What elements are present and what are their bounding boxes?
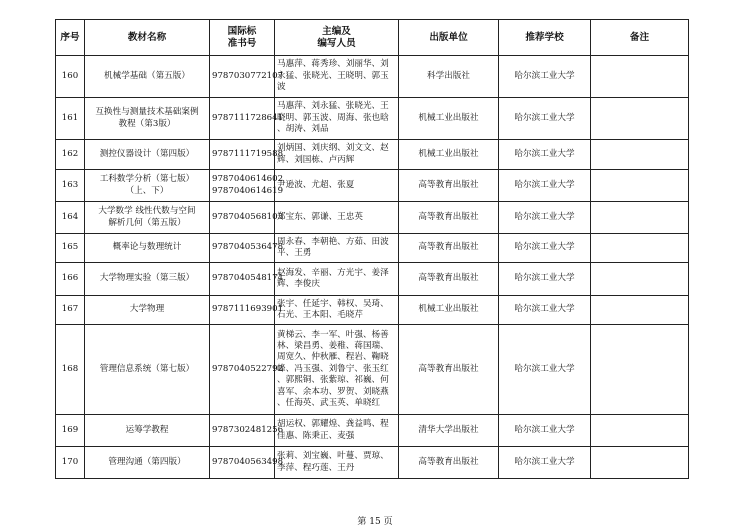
cell-school: 哈尔滨工业大学 <box>499 296 591 325</box>
table-row <box>56 140 689 170</box>
cell-isbn-line: 9787030772107 <box>212 70 284 81</box>
cell-title-line: 管理沟通（第四版） <box>108 456 186 467</box>
cell-editors-line: 黄梯云、李一军、叶强、杨善 <box>277 329 389 340</box>
cell-editors <box>275 447 399 479</box>
cell-title <box>85 56 210 98</box>
cell-editors-line: 周宽久、仲秋雁、程岩、鞠晓 <box>277 352 389 363</box>
cell-title <box>85 447 210 479</box>
cell-editors-line: 胡运权、郭耀煌、龚益鸣、程 <box>277 419 389 430</box>
cell-editors <box>275 56 399 98</box>
cell-seq: 165 <box>56 234 85 263</box>
cell-editors-line: 林、梁昌勇、姜稚、蒋国瑞、 <box>277 340 389 351</box>
cell-isbn <box>210 415 284 447</box>
cell-title-line: 测控仪器设计（第四版） <box>99 148 195 159</box>
cell-isbn <box>210 140 284 170</box>
cell-title-line: 大学物理实验（第三版） <box>99 273 195 284</box>
header-isbn-line: 国际标 <box>227 26 257 38</box>
cell-editors <box>275 202 399 234</box>
cell-seq: 161 <box>56 98 85 140</box>
cell-editors <box>275 325 399 415</box>
cell-editors-line: 尹逊波、尤超、张夏 <box>277 179 355 190</box>
cell-isbn-line: 9787111693901 <box>212 304 284 315</box>
cell-editors <box>275 170 399 202</box>
cell-title-line: 管理信息系统（第七版） <box>99 363 195 374</box>
cell-title-line: （上、下） <box>125 185 169 196</box>
cell-title <box>85 98 210 140</box>
cell-publisher: 清华大学出版社 <box>399 415 499 447</box>
cell-school: 哈尔滨工业大学 <box>499 263 591 296</box>
cell-isbn-line: 9787040522792 <box>212 363 284 374</box>
cell-isbn-line: 9787111719588 <box>212 148 284 159</box>
cell-editors-line: 永猛、张晓光、王晓明、郭玉 <box>277 70 389 81</box>
header-publisher: 出版单位 <box>399 20 499 56</box>
cell-title <box>85 296 210 325</box>
cell-title-line: 工科数学分析（第七版） <box>99 174 195 185</box>
cell-editors <box>275 263 399 296</box>
page-number: 第 15 页 <box>357 517 393 527</box>
cell-publisher: 高等教育出版社 <box>399 325 499 415</box>
cell-isbn <box>210 296 284 325</box>
table-row <box>56 325 689 415</box>
header-title: 教材名称 <box>85 20 210 56</box>
cell-title-line: 大学数学 线性代数与空间 <box>98 206 196 217</box>
cell-note <box>591 234 689 263</box>
cell-note <box>591 56 689 98</box>
table-row <box>56 447 689 479</box>
table-body <box>56 56 689 479</box>
cell-title <box>85 234 210 263</box>
cell-seq: 166 <box>56 263 85 296</box>
cell-title <box>85 263 210 296</box>
cell-editors-line: 、任海英、武玉英、单晓红 <box>277 398 381 409</box>
cell-seq: 169 <box>56 415 85 447</box>
cell-publisher: 高等教育出版社 <box>399 263 499 296</box>
cell-isbn <box>210 202 284 234</box>
table-row <box>56 296 689 325</box>
cell-isbn <box>210 447 284 479</box>
header-isbn <box>210 20 275 56</box>
cell-editors-line: 石光、王本阳、毛晓芹 <box>277 310 363 320</box>
cell-publisher: 高等教育出版社 <box>399 234 499 263</box>
table-row <box>56 415 689 447</box>
cell-school: 哈尔滨工业大学 <box>499 170 591 202</box>
cell-title <box>85 325 210 415</box>
cell-isbn <box>210 170 284 202</box>
cell-note <box>591 263 689 296</box>
cell-seq: 167 <box>56 296 85 325</box>
cell-title-line: 解析几何（第五版） <box>108 217 186 228</box>
cell-isbn-line: 9787040536478 <box>212 242 284 253</box>
cell-isbn-line: 9787040563498 <box>212 456 284 467</box>
cell-title-line: 教程（第3版） <box>118 118 176 129</box>
cell-school: 哈尔滨工业大学 <box>499 98 591 140</box>
cell-editors-line: 喜军、余本功、罗贺、刘晓燕 <box>277 386 389 397</box>
cell-title-line: 互换性与测量技术基础案例 <box>95 107 199 118</box>
cell-editors-line: 马惠萍、刘永猛、张晓光、王 <box>277 101 389 112</box>
header-isbn-line: 准书号 <box>227 37 257 49</box>
cell-isbn-line: 9787040614619 <box>212 185 284 196</box>
cell-editors-line: 马惠萍、蒋秀珍、刘丽华、刘 <box>277 59 389 70</box>
cell-school: 哈尔滨工业大学 <box>499 56 591 98</box>
cell-isbn-line: 9787040548174 <box>212 273 284 284</box>
cell-editors-line: 周永春、李朝艳、方茹、田波 <box>277 236 389 247</box>
cell-editors-line: 李萍、程巧莲、王丹 <box>277 462 355 473</box>
cell-editors <box>275 140 399 170</box>
cell-publisher: 高等教育出版社 <box>399 170 499 202</box>
cell-school: 哈尔滨工业大学 <box>499 234 591 263</box>
cell-publisher: 机械工业出版社 <box>399 140 499 170</box>
cell-note <box>591 296 689 325</box>
cell-editors <box>275 234 399 263</box>
cell-seq: 164 <box>56 202 85 234</box>
cell-seq: 162 <box>56 140 85 170</box>
cell-isbn <box>210 263 284 296</box>
cell-editors-line: 晓明、郭玉波、周海、张也晗 <box>277 112 389 123</box>
cell-seq: 163 <box>56 170 85 202</box>
cell-isbn <box>210 98 284 140</box>
cell-note <box>591 170 689 202</box>
cell-editors-line: 郑宝东、郭谦、王忠英 <box>277 211 363 222</box>
cell-editors-line: 赵海发、辛丽、方光宇、姜泽 <box>277 267 389 278</box>
header-note: 备注 <box>591 20 689 56</box>
header-editors-line: 编写人员 <box>317 37 356 49</box>
cell-seq: 160 <box>56 56 85 98</box>
cell-seq: 170 <box>56 447 85 479</box>
header-editors <box>275 20 399 56</box>
cell-note <box>591 447 689 479</box>
table-row <box>56 263 689 296</box>
cell-note <box>591 140 689 170</box>
cell-isbn-line: 9787040568103 <box>212 211 284 222</box>
textbook-table <box>55 19 689 479</box>
cell-editors-line: 峰、冯玉强、刘鲁宁、张玉红 <box>277 363 389 374</box>
cell-title <box>85 415 210 447</box>
header-row <box>56 20 689 56</box>
cell-seq: 168 <box>56 325 85 415</box>
cell-editors-line: 张莉、刘宝巍、叶蔓、贾琼、 <box>277 451 389 462</box>
table-row <box>56 234 689 263</box>
cell-editors-line: 辉、刘国栋、卢丙辉 <box>277 154 355 165</box>
cell-publisher: 高等教育出版社 <box>399 447 499 479</box>
cell-editors-line: 刘炳国、刘庆纲、刘文文、赵 <box>277 143 389 154</box>
cell-isbn <box>210 234 284 263</box>
cell-title <box>85 202 210 234</box>
table-row <box>56 202 689 234</box>
header-school: 推荐学校 <box>499 20 591 56</box>
cell-editors <box>275 98 399 140</box>
cell-school: 哈尔滨工业大学 <box>499 415 591 447</box>
cell-isbn <box>210 56 284 98</box>
header-editors-line: 主编及 <box>322 26 351 38</box>
cell-note <box>591 202 689 234</box>
cell-title-line: 运筹学教程 <box>125 424 169 435</box>
cell-title <box>85 140 210 170</box>
table-row <box>56 56 689 98</box>
cell-note <box>591 415 689 447</box>
cell-school: 哈尔滨工业大学 <box>499 325 591 415</box>
table-row <box>56 98 689 140</box>
cell-editors-line: 、郭熙铜、张紫琼、祁巍、何 <box>277 375 389 386</box>
cell-isbn-line: 9787302481256 <box>212 424 284 435</box>
cell-title-line: 机械学基础（第五版） <box>104 70 190 81</box>
cell-isbn <box>210 325 284 415</box>
cell-title-line: 概率论与数理统计 <box>112 242 182 253</box>
cell-editors <box>275 296 399 325</box>
cell-title-line: 大学物理 <box>129 304 165 315</box>
cell-school: 哈尔滨工业大学 <box>499 447 591 479</box>
cell-editors-line: 平、王勇 <box>277 248 312 258</box>
cell-note <box>591 325 689 415</box>
cell-editors-line: 佳惠、陈秉正、麦强 <box>277 430 355 441</box>
table-row <box>56 170 689 202</box>
cell-publisher: 机械工业出版社 <box>399 296 499 325</box>
cell-editors-line: 波 <box>277 82 286 93</box>
cell-note <box>591 98 689 140</box>
cell-editors-line: 辉、李俊庆 <box>277 279 320 289</box>
cell-publisher: 科学出版社 <box>399 56 499 98</box>
cell-title <box>85 170 210 202</box>
cell-school: 哈尔滨工业大学 <box>499 202 591 234</box>
cell-publisher: 高等教育出版社 <box>399 202 499 234</box>
cell-editors-line: 、胡涛、刘品 <box>277 124 329 135</box>
cell-editors-line: 张宇、任延宇、韩权、吴琦、 <box>277 298 389 309</box>
header-seq: 序号 <box>56 20 85 56</box>
cell-editors <box>275 415 399 447</box>
cell-isbn-line: 9787111728641 <box>212 112 284 123</box>
cell-publisher: 机械工业出版社 <box>399 98 499 140</box>
cell-isbn-line: 9787040614602 <box>212 174 284 185</box>
cell-school: 哈尔滨工业大学 <box>499 140 591 170</box>
